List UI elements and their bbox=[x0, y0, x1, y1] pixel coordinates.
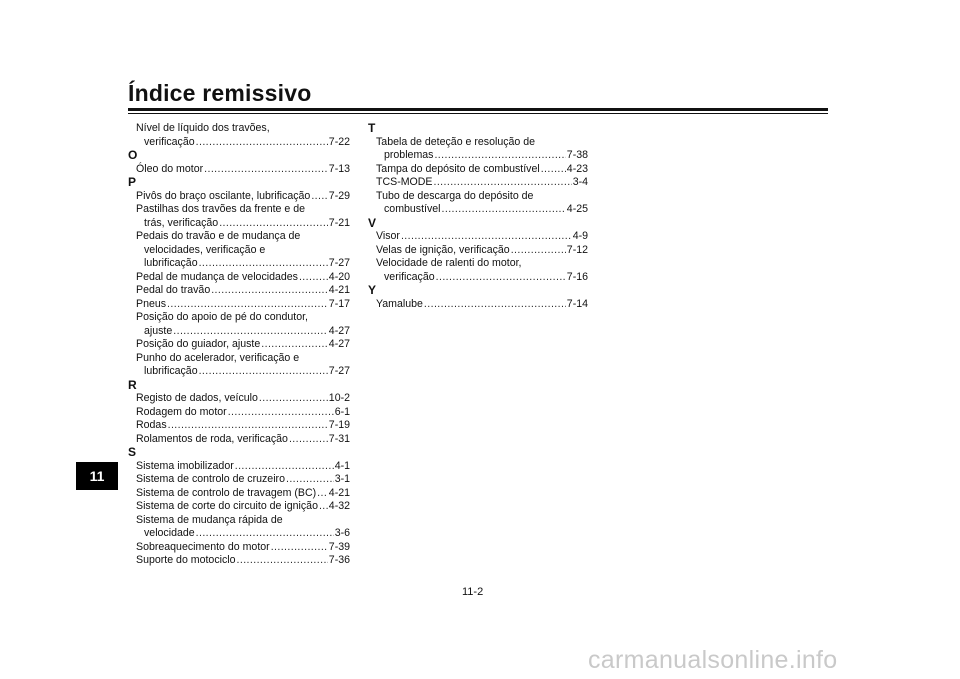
page-reference[interactable]: 4-1 bbox=[334, 459, 350, 472]
entry-line bbox=[136, 433, 350, 447]
entry-line bbox=[136, 136, 350, 150]
entry-text: problemas bbox=[384, 149, 434, 161]
index-entry[interactable] bbox=[128, 487, 350, 501]
dot-leader bbox=[199, 257, 328, 271]
entry-text: Pedais do travão e de mudança de bbox=[136, 230, 301, 242]
index-entry[interactable] bbox=[128, 230, 350, 271]
page-reference[interactable]: 4-32 bbox=[328, 500, 350, 512]
index-letter: V bbox=[368, 215, 377, 230]
entry-line bbox=[136, 527, 350, 541]
dot-leader bbox=[424, 298, 566, 312]
entry-line bbox=[136, 257, 350, 271]
entry-text: Posição do apoio de pé do condutor, bbox=[136, 311, 308, 323]
page-reference[interactable]: 4-25 bbox=[566, 203, 588, 215]
dot-leader bbox=[442, 203, 566, 217]
index-entry[interactable] bbox=[128, 190, 350, 204]
entry-text: Rolamentos de roda, verificação bbox=[136, 432, 288, 445]
page-reference[interactable]: 7-27 bbox=[328, 365, 350, 377]
entry-text: TCS-MODE bbox=[376, 176, 433, 188]
index-entry[interactable] bbox=[128, 514, 350, 541]
dot-leader bbox=[511, 244, 566, 258]
page-reference[interactable]: 7-29 bbox=[328, 189, 350, 202]
page-reference[interactable]: 7-14 bbox=[566, 297, 588, 310]
index-entry[interactable] bbox=[128, 541, 350, 555]
index-entry[interactable] bbox=[128, 473, 350, 487]
entry-text: velocidade bbox=[144, 527, 195, 539]
entry-line bbox=[376, 149, 588, 163]
entry-line bbox=[136, 554, 350, 568]
index-entry[interactable] bbox=[368, 257, 588, 284]
dot-leader bbox=[541, 163, 566, 177]
entry-line bbox=[376, 271, 588, 285]
page-reference[interactable]: 4-21 bbox=[328, 284, 350, 296]
entry-line bbox=[136, 203, 350, 217]
entry-line bbox=[136, 392, 350, 406]
entry-line bbox=[136, 122, 350, 136]
watermark: carmanualsonline.info bbox=[588, 646, 838, 674]
entry-text: Sistema de corte do circuito de ignição bbox=[136, 500, 318, 512]
entry-line bbox=[136, 230, 350, 244]
index-entry[interactable] bbox=[128, 271, 350, 285]
page-reference[interactable]: 7-17 bbox=[328, 297, 350, 310]
entry-text: Tubo de descarga do depósito de bbox=[376, 189, 534, 202]
entry-text: Posição do guiador, ajuste bbox=[136, 338, 261, 350]
entry-line bbox=[376, 298, 588, 312]
index-letter: Y bbox=[368, 283, 377, 297]
index-entry[interactable] bbox=[128, 433, 350, 447]
dot-leader bbox=[259, 392, 328, 406]
entry-line bbox=[136, 311, 350, 325]
entry-text: trás, verificação bbox=[144, 216, 219, 229]
entry-line bbox=[136, 352, 350, 366]
page-reference[interactable]: 7-31 bbox=[328, 432, 350, 445]
dot-leader bbox=[434, 149, 565, 163]
dot-leader bbox=[299, 271, 328, 285]
index-letter: S bbox=[128, 445, 137, 459]
dot-leader bbox=[199, 365, 328, 379]
index-entry[interactable] bbox=[128, 203, 350, 230]
entry-text: lubrificação bbox=[144, 257, 198, 269]
entry-text: Sistema de controlo de cruzeiro bbox=[136, 473, 285, 485]
dot-leader bbox=[289, 433, 328, 447]
index-entry[interactable] bbox=[368, 190, 588, 217]
entry-line bbox=[376, 136, 588, 150]
index-column-left bbox=[128, 122, 350, 568]
page-reference[interactable]: 7-38 bbox=[566, 149, 588, 161]
entry-text: Rodas bbox=[136, 419, 167, 431]
page-reference[interactable]: 7-13 bbox=[328, 162, 350, 175]
dot-leader bbox=[401, 230, 572, 244]
page-reference[interactable]: 7-36 bbox=[328, 554, 350, 566]
dot-leader bbox=[196, 136, 328, 150]
index-entry[interactable] bbox=[128, 284, 350, 298]
entry-text: Tabela de deteção e resolução de bbox=[376, 135, 536, 148]
index-letter: O bbox=[128, 148, 138, 162]
entry-line bbox=[136, 514, 350, 528]
entry-line bbox=[376, 203, 588, 217]
entry-line bbox=[376, 257, 588, 271]
entry-line bbox=[136, 190, 350, 204]
entry-text: Suporte do motociclo bbox=[136, 554, 236, 566]
entry-line bbox=[136, 284, 350, 298]
page-reference[interactable]: 3-4 bbox=[572, 176, 588, 188]
page-reference[interactable]: 7-27 bbox=[328, 257, 350, 269]
entry-text: Velocidade de ralenti do motor, bbox=[376, 257, 522, 269]
entry-text: Pastilhas dos travões da frente e de bbox=[136, 203, 306, 215]
index-entry[interactable] bbox=[368, 298, 588, 312]
dot-leader bbox=[173, 325, 328, 339]
dot-leader bbox=[219, 217, 328, 231]
entry-text: Velas de ignição, verificação bbox=[376, 243, 510, 256]
entry-line bbox=[136, 487, 350, 501]
dot-leader bbox=[235, 460, 334, 474]
entry-text: Sistema imobilizador bbox=[136, 459, 234, 472]
title-rule-thick bbox=[128, 108, 828, 111]
page-reference[interactable]: 7-22 bbox=[328, 135, 350, 148]
page-reference[interactable]: 4-9 bbox=[572, 230, 588, 242]
index-entry[interactable] bbox=[368, 176, 588, 190]
page-reference[interactable]: 7-16 bbox=[566, 270, 588, 283]
entry-line bbox=[136, 500, 350, 514]
entry-line bbox=[376, 176, 588, 190]
index-entry[interactable] bbox=[128, 163, 350, 177]
index-entry[interactable] bbox=[368, 136, 588, 163]
entry-text: Visor bbox=[376, 230, 400, 242]
dot-leader bbox=[271, 541, 328, 555]
entry-line bbox=[136, 541, 350, 555]
dot-leader bbox=[436, 271, 566, 285]
entry-text: ajuste bbox=[144, 324, 173, 337]
page-reference[interactable]: 7-12 bbox=[566, 243, 588, 256]
page-reference[interactable]: 4-21 bbox=[328, 486, 350, 499]
entry-text: Yamalube bbox=[376, 297, 423, 310]
entry-text: velocidades, verificação e bbox=[144, 243, 266, 256]
page-reference[interactable]: 10-2 bbox=[328, 392, 350, 404]
chapter-tab[interactable]: 11 bbox=[76, 462, 118, 490]
entry-line bbox=[136, 271, 350, 285]
index-entry[interactable] bbox=[128, 298, 350, 312]
page-number: 11-2 bbox=[462, 586, 484, 598]
entry-line bbox=[136, 365, 350, 379]
entry-line bbox=[376, 244, 588, 258]
dot-leader bbox=[167, 298, 328, 312]
index-letter: R bbox=[128, 377, 137, 392]
entry-text: combustível bbox=[384, 203, 441, 215]
entry-line bbox=[136, 419, 350, 433]
entry-text: lubrificação bbox=[144, 365, 198, 377]
entry-text: Pedal do travão bbox=[136, 284, 211, 296]
index-entry[interactable] bbox=[128, 554, 350, 568]
page-reference[interactable]: 4-27 bbox=[328, 338, 350, 350]
entry-line bbox=[136, 406, 350, 420]
entry-text: Pivôs do braço oscilante, lubrificação bbox=[136, 189, 311, 202]
page-reference[interactable]: 3-1 bbox=[334, 473, 350, 485]
dot-leader bbox=[228, 406, 334, 420]
entry-line bbox=[136, 473, 350, 487]
entry-text: verificação bbox=[384, 270, 435, 283]
page-reference[interactable]: 7-39 bbox=[328, 540, 350, 553]
entry-text: Pedal de mudança de velocidades bbox=[136, 270, 298, 283]
index-entry[interactable] bbox=[128, 460, 350, 474]
entry-line bbox=[136, 217, 350, 231]
page-reference[interactable]: 7-21 bbox=[328, 216, 350, 229]
dot-leader bbox=[311, 190, 327, 204]
entry-line bbox=[376, 190, 588, 204]
dot-leader bbox=[319, 500, 328, 514]
index-entry[interactable] bbox=[128, 122, 350, 149]
entry-text: Sistema de controlo de travagem (BC) bbox=[136, 486, 317, 499]
entry-line bbox=[136, 163, 350, 177]
index-letter: P bbox=[128, 175, 137, 189]
entry-text: Sobreaquecimento do motor bbox=[136, 540, 270, 553]
entry-text: Punho do acelerador, verificação e bbox=[136, 351, 300, 364]
entry-text: Sistema de mudança rápida de bbox=[136, 513, 283, 526]
dot-leader bbox=[204, 163, 328, 177]
dot-leader bbox=[168, 419, 328, 433]
dot-leader bbox=[211, 284, 328, 298]
index-column-right bbox=[368, 122, 588, 311]
title-rule-thin bbox=[128, 113, 828, 114]
index-entry[interactable] bbox=[128, 500, 350, 514]
entry-line bbox=[136, 244, 350, 258]
index-entry[interactable] bbox=[128, 419, 350, 433]
page-reference[interactable]: 4-20 bbox=[328, 270, 350, 283]
entry-line bbox=[136, 298, 350, 312]
dot-leader bbox=[286, 473, 334, 487]
dot-leader bbox=[237, 554, 328, 568]
entry-text: Pneus bbox=[136, 297, 167, 310]
entry-line bbox=[136, 325, 350, 339]
dot-leader bbox=[434, 176, 572, 190]
index-entry[interactable] bbox=[128, 392, 350, 406]
page-reference[interactable]: 6-1 bbox=[334, 405, 350, 418]
index-entry[interactable] bbox=[128, 338, 350, 352]
index-entry[interactable] bbox=[368, 230, 588, 244]
page-title: Índice remissivo bbox=[128, 80, 312, 106]
entry-line bbox=[136, 460, 350, 474]
dot-leader bbox=[261, 338, 328, 352]
entry-text: Óleo do motor bbox=[136, 162, 204, 175]
entry-text: Registo de dados, veículo bbox=[136, 392, 258, 404]
page-reference[interactable]: 4-27 bbox=[328, 324, 350, 337]
index-entry[interactable] bbox=[128, 406, 350, 420]
entry-text: Nível de líquido dos travões, bbox=[136, 122, 270, 134]
index-entry[interactable] bbox=[368, 244, 588, 258]
entry-text: Rodagem do motor bbox=[136, 405, 227, 418]
page-reference[interactable]: 7-19 bbox=[328, 419, 350, 431]
index-entry[interactable] bbox=[368, 163, 588, 177]
index-entry[interactable] bbox=[128, 352, 350, 379]
dot-leader bbox=[317, 487, 328, 501]
page-reference[interactable]: 4-23 bbox=[566, 162, 588, 175]
entry-line bbox=[136, 338, 350, 352]
index-entry[interactable] bbox=[128, 311, 350, 338]
dot-leader bbox=[196, 527, 334, 541]
page-reference[interactable]: 3-6 bbox=[334, 527, 350, 539]
entry-line bbox=[376, 163, 588, 177]
entry-line bbox=[376, 230, 588, 244]
index-letter: T bbox=[368, 121, 376, 135]
entry-text: Tampa do depósito de combustível bbox=[376, 162, 540, 175]
entry-text: verificação bbox=[144, 135, 195, 148]
